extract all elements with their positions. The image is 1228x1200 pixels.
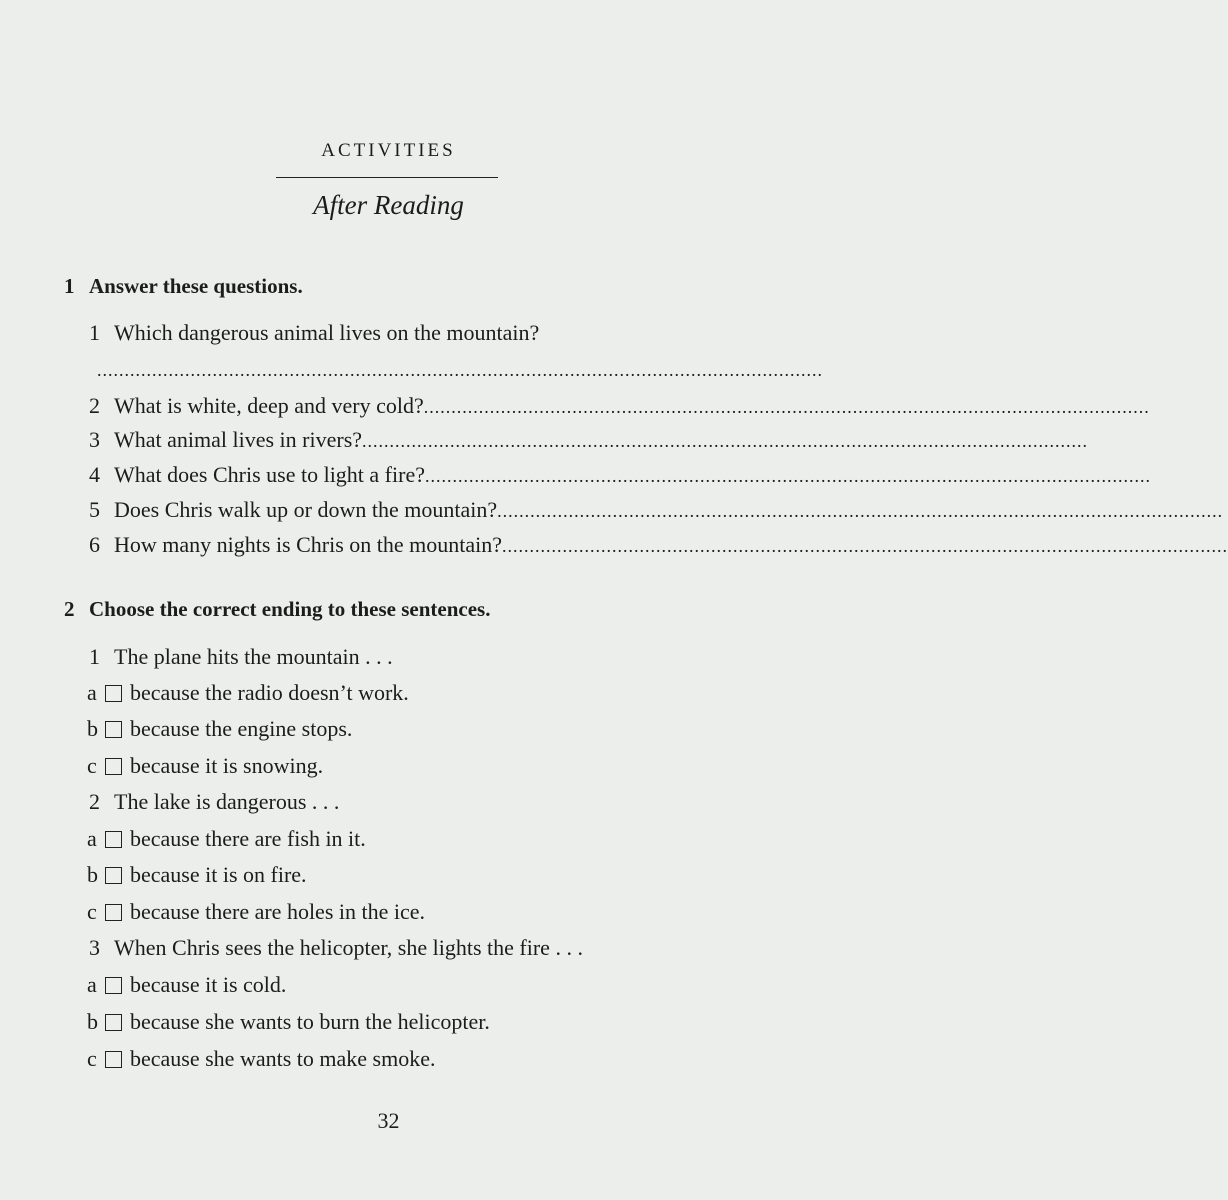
page-title: After Reading — [313, 190, 464, 220]
question-number: 5 — [89, 497, 100, 522]
item-2-option-b — [87, 862, 307, 888]
item-3-option-a — [87, 972, 286, 998]
item-stem-text: When Chris sees the helicopter, she lights the fire . . . — [114, 935, 583, 960]
question-2 — [89, 393, 1150, 419]
question-text: What animal lives in rivers? — [114, 427, 363, 452]
page-number: 32 — [377, 1108, 400, 1133]
item-3-stem — [89, 935, 583, 961]
answer-line-6[interactable]: .................................................................................................................................... — [502, 536, 1228, 556]
option-checkbox[interactable] — [105, 867, 122, 884]
option-text: because the radio doesn’t work. — [130, 680, 409, 705]
item-stem-text: The plane hits the mountain . . . — [114, 644, 393, 669]
option-text: because it is snowing. — [130, 753, 324, 778]
option-letter: a — [87, 972, 97, 997]
option-letter: c — [87, 753, 97, 778]
question-1 — [89, 320, 683, 346]
option-checkbox[interactable] — [105, 904, 122, 921]
option-checkbox[interactable] — [105, 977, 122, 994]
option-text: because she wants to burn the helicopter. — [130, 1009, 490, 1034]
answer-line-5[interactable]: .................................................................................................................................... — [497, 501, 1224, 521]
question-6 — [89, 532, 1228, 558]
question-text: Which dangerous animal lives on the mountain? — [114, 320, 540, 345]
question-3 — [89, 427, 1089, 453]
item-2-option-c — [87, 899, 425, 925]
item-2-stem — [89, 789, 339, 815]
answer-line-2[interactable]: .................................................................................................................................... — [423, 397, 1150, 417]
item-1-stem — [89, 644, 393, 670]
option-text: because it is on fire. — [130, 862, 307, 887]
header-divider — [276, 177, 498, 178]
option-checkbox[interactable] — [105, 1014, 122, 1031]
section-number: 2 — [64, 597, 75, 621]
item-1-option-a — [87, 680, 409, 706]
option-letter: a — [87, 680, 97, 705]
item-1-option-b — [87, 716, 352, 742]
option-letter: c — [87, 899, 97, 924]
section-number: 1 — [64, 274, 75, 298]
option-letter: a — [87, 826, 97, 851]
option-checkbox[interactable] — [105, 721, 122, 738]
answer-line-4[interactable]: .................................................................................................................................... — [424, 466, 1151, 486]
question-number: 6 — [89, 532, 100, 557]
section-title-text: Answer these questions. — [89, 274, 303, 298]
option-checkbox[interactable] — [105, 685, 122, 702]
item-3-option-b — [87, 1009, 490, 1035]
question-text: What is white, deep and very cold? — [114, 393, 424, 418]
question-text: How many nights is Chris on the mountain? — [114, 532, 503, 557]
item-number: 3 — [89, 935, 100, 960]
activities-label: ACTIVITIES — [321, 140, 456, 161]
question-number: 3 — [89, 427, 100, 452]
option-checkbox[interactable] — [105, 758, 122, 775]
question-number: 4 — [89, 462, 100, 487]
section-2-title — [64, 597, 490, 622]
question-5 — [89, 497, 1224, 523]
option-letter: b — [87, 862, 98, 887]
option-letter: b — [87, 716, 98, 741]
item-1-option-c — [87, 753, 323, 779]
item-2-option-a — [87, 826, 366, 852]
option-text: because she wants to make smoke. — [130, 1046, 436, 1071]
item-number: 1 — [89, 644, 100, 669]
question-text: Does Chris walk up or down the mountain? — [114, 497, 498, 522]
option-text: because the engine stops. — [130, 716, 353, 741]
option-text: because there are holes in the ice. — [130, 899, 426, 924]
answer-line-1[interactable]: .................................................................................................................................... — [97, 360, 823, 380]
answer-line-3[interactable]: .................................................................................................................................... — [362, 431, 1089, 451]
option-letter: c — [87, 1046, 97, 1071]
option-checkbox[interactable] — [105, 1051, 122, 1068]
question-number: 1 — [89, 320, 100, 345]
question-text: What does Chris use to light a fire? — [114, 462, 425, 487]
option-text: because it is cold. — [130, 972, 287, 997]
section-title-text: Choose the correct ending to these sentences. — [89, 597, 491, 621]
item-3-option-c — [87, 1046, 435, 1072]
option-checkbox[interactable] — [105, 831, 122, 848]
section-1-title — [64, 274, 303, 299]
item-stem-text: The lake is dangerous . . . — [114, 789, 340, 814]
option-text: because there are fish in it. — [130, 826, 366, 851]
question-number: 2 — [89, 393, 100, 418]
option-letter: b — [87, 1009, 98, 1034]
item-number: 2 — [89, 789, 100, 814]
question-4 — [89, 462, 1151, 488]
